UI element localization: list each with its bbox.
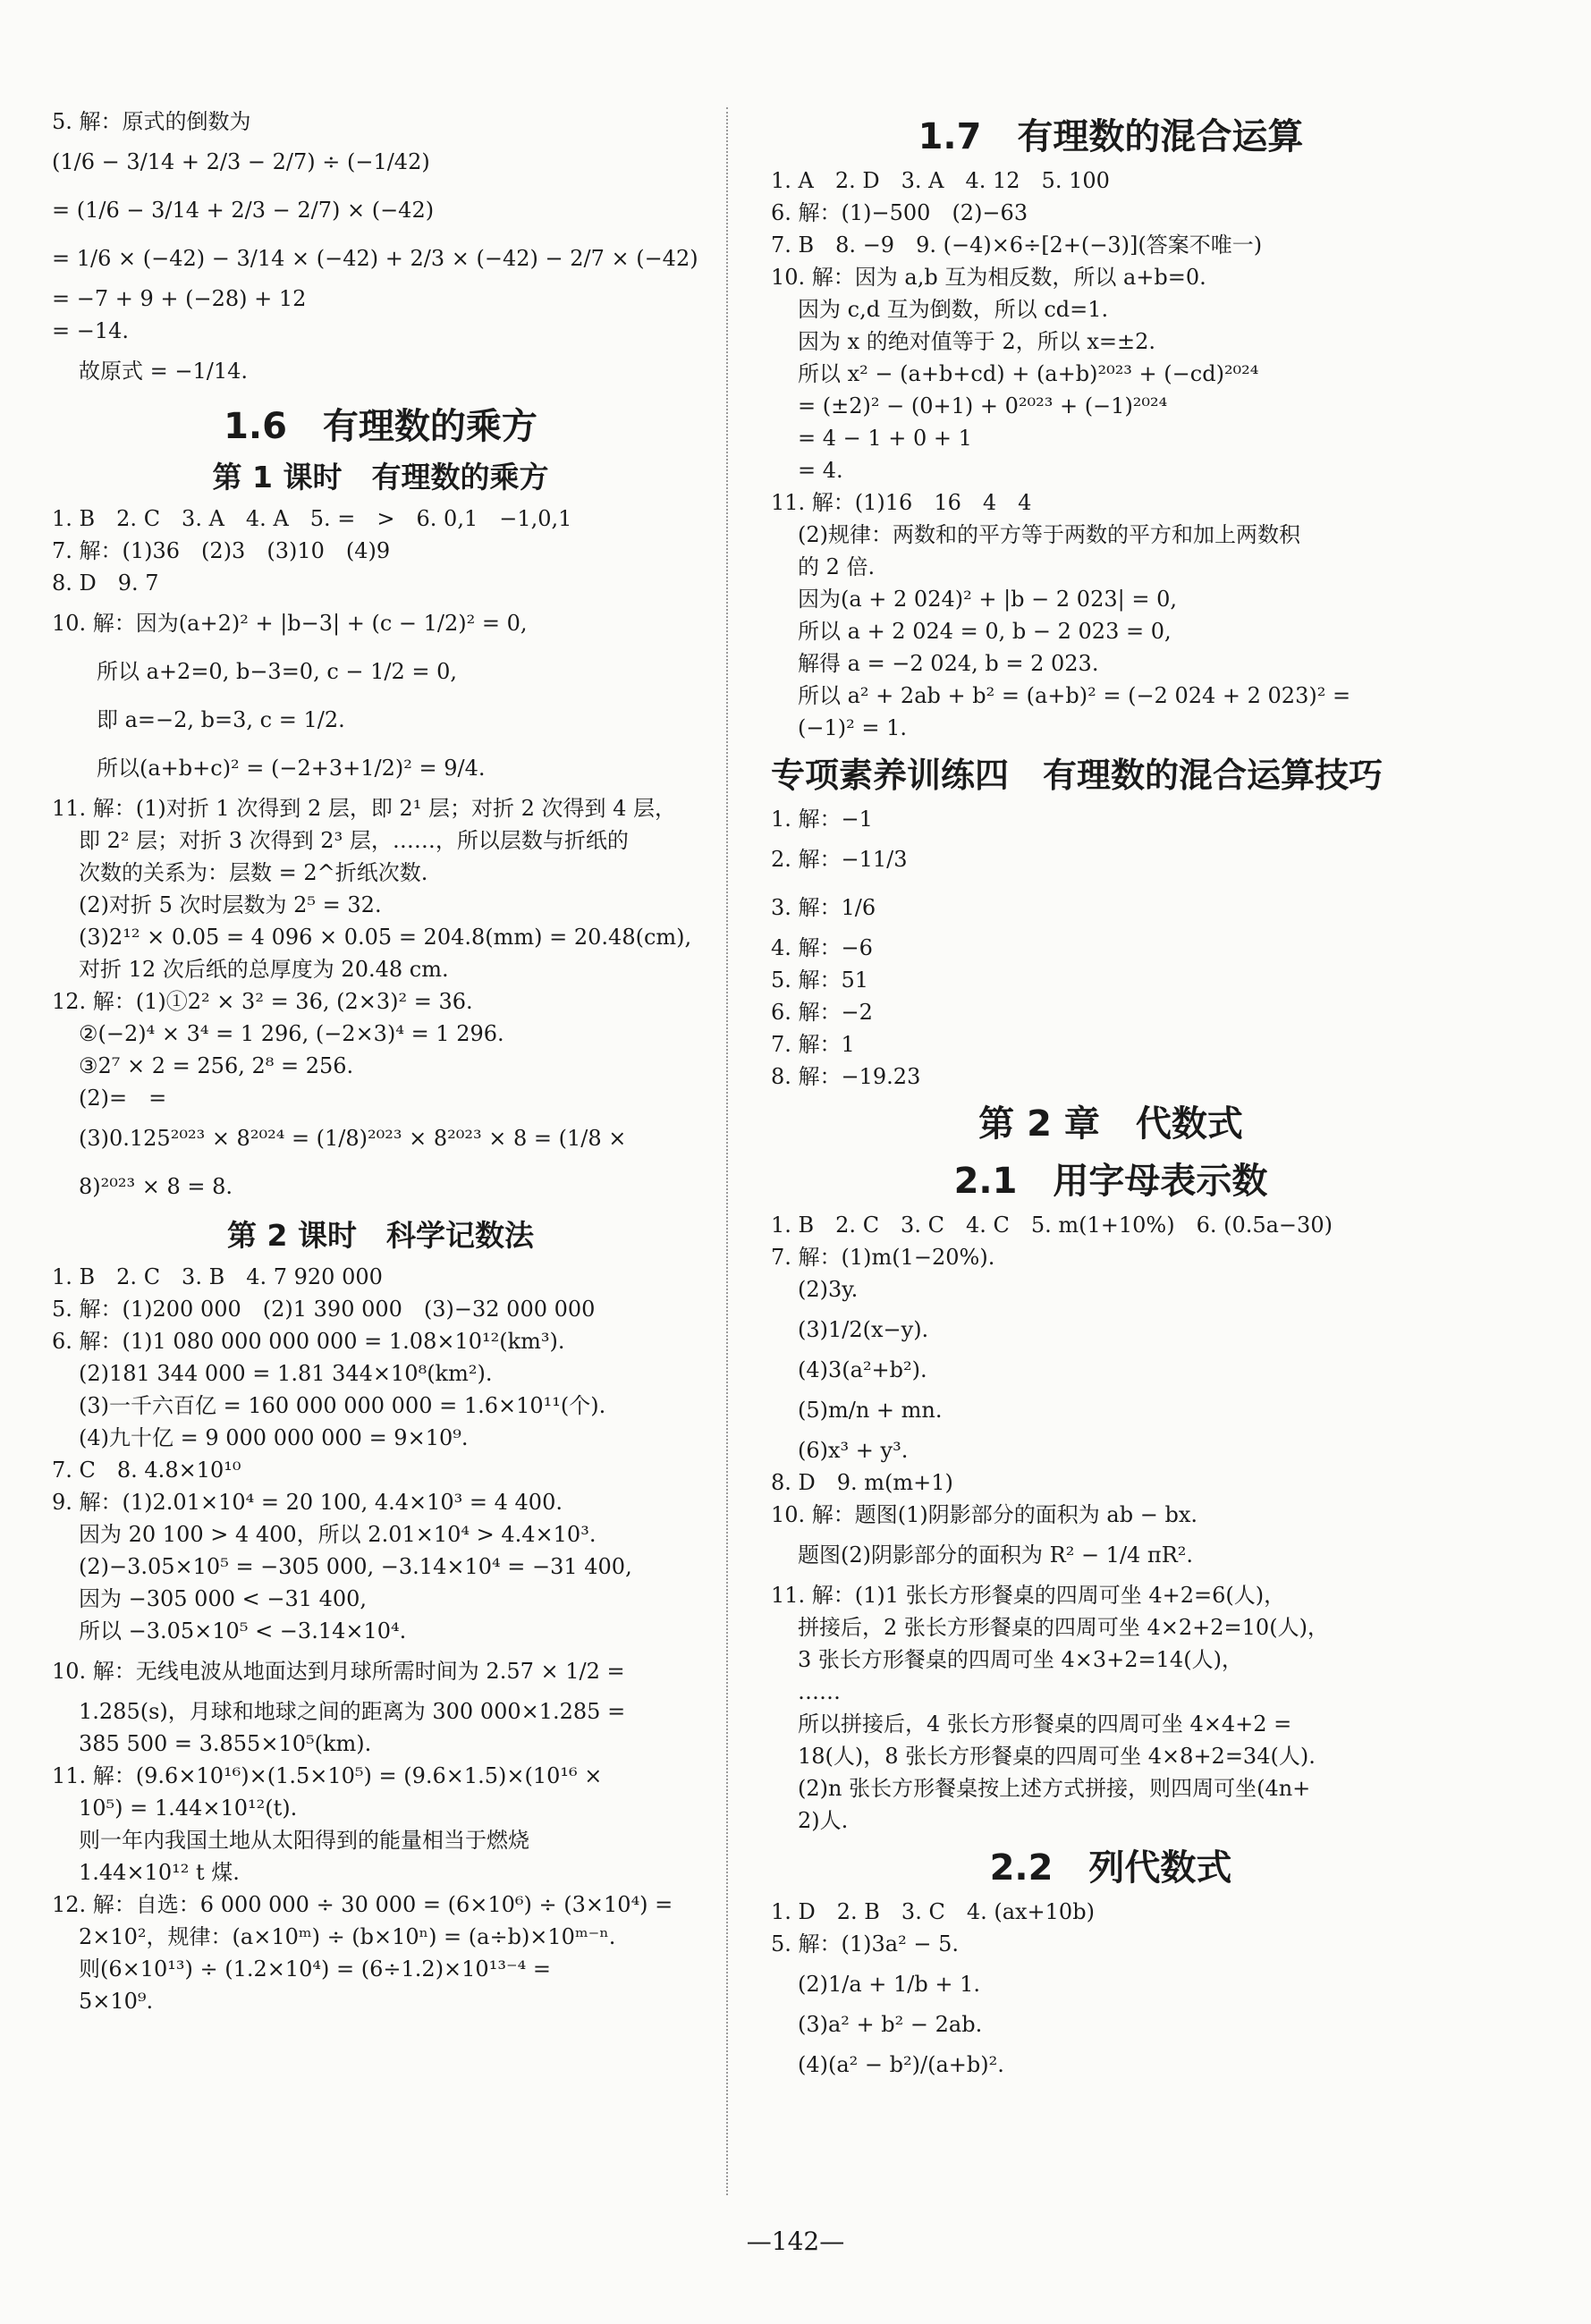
answer-line: 385 500 = 3.855×10⁵(km). [79,1731,372,1756]
special-training-answers [771,803,1451,1093]
answer-line: 1.44×10¹² t 煤. [79,1860,240,1885]
lesson-2-title: 第 2 课时 科学记数法 [227,1218,534,1253]
answer-line: 10. 解：题图(1)阴影部分的面积为 ab − bx. [771,1502,1197,1527]
lesson-2-answers [52,1261,709,2017]
answer-line: 8. 解：−19.23 [771,1064,921,1089]
answer-line: 4. 解：−6 [771,935,873,960]
answer-line: (−1)² = 1. [798,715,907,740]
answer-line: 12. 解：(1)①2² × 3² = 36, (2×3)² = 36. [52,989,473,1014]
answer-line: 则(6×10¹³) ÷ (1.2×10⁴) = (6÷1.2)×10¹³⁻⁴ = [79,1956,551,1982]
column-divider [726,107,728,2195]
answer-line: 即 a=−2, b=3, c = 1/2. [97,707,345,732]
answer-line: 10. 解：无线电波从地面达到月球所需时间为 2.57 × 1/2 = [52,1659,625,1684]
answer-line: 6. 解：(1)−500 (2)−63 [771,200,1028,225]
q5-line: 5. 解：原式的倒数为 [52,109,251,134]
answer-line: 11. 解：(1)对折 1 次得到 2 层，即 2¹ 层；对折 2 次得到 4 层， [52,796,677,821]
answer-line: (2)规律：两数和的平方等于两数的平方和加上两数积 [798,522,1300,547]
answer-line: 因为(a + 2 024)² + |b − 2 023| = 0, [798,587,1177,612]
answer-line: 12. 解：自选：6 000 000 ÷ 30 000 = (6×10⁶) ÷ (3×10⁴) = [52,1892,673,1917]
answer-line: (5)m/n + mn. [798,1398,943,1423]
answer-line: 11. 解：(1)1 张长方形餐桌的四周可坐 4+2=6(人)， [771,1583,1286,1608]
answer-line: (4)九十亿 = 9 000 000 000 = 9×10⁹. [79,1425,469,1450]
answer-line: = 4. [798,458,843,483]
answer-line: 所以 a + 2 024 = 0, b − 2 023 = 0, [798,619,1172,644]
answer-line: 所以 −3.05×10⁵ < −3.14×10⁴. [79,1618,407,1644]
answer-line: 对折 12 次后纸的总厚度为 20.48 cm. [79,957,449,982]
answer-line: 6. 解：−2 [771,1000,873,1025]
q5-line: = (1/6 − 3/14 + 2/3 − 2/7) × (−42) [52,198,435,223]
answer-line: 3 张长方形餐桌的四周可坐 4×3+2=14(人)， [798,1647,1243,1672]
answer-line: = (±2)² − (0+1) + 0²⁰²³ + (−1)²⁰²⁴ [798,393,1168,418]
answer-line: 1. D 2. B 3. C 4. (ax+10b) [771,1899,1095,1924]
chapter-2-title: 第 2 章 代数式 [978,1103,1243,1145]
answer-line: (3)1/2(x−y). [798,1317,929,1342]
answer-line: 2×10²，规律：(a×10ᵐ) ÷ (b×10ⁿ) = (a÷b)×10ᵐ⁻ⁿ. [79,1924,616,1949]
answer-line: (3)a² + b² − 2ab. [798,2012,983,2037]
answer-line: ②(−2)⁴ × 3⁴ = 1 296, (−2×3)⁴ = 1 296. [79,1021,504,1046]
answer-line: 7. B 8. −9 9. (−4)×6÷[2+(−3)](答案不唯一) [771,232,1263,258]
section-2-1-title: 2.1 用字母表示数 [953,1161,1268,1202]
answer-line: 18(人)，8 张长方形餐桌的四周可坐 4×8+2=34(人). [798,1744,1316,1769]
answer-line: 因为 c,d 互为倒数，所以 cd=1. [798,297,1109,322]
answer-line: 5. 解：(1)200 000 (2)1 390 000 (3)−32 000 000 [52,1297,596,1322]
right-column [771,106,1451,2089]
answer-line: (2)3y. [798,1277,859,1302]
answer-line: 2. 解：−11/3 [771,847,908,872]
q5-line: 故原式 = −1/14. [79,359,248,384]
section-1-6-title: 1.6 有理数的乘方 [224,406,537,447]
answer-line: 1. A 2. D 3. A 4. 12 5. 100 [771,168,1110,193]
answer-line: 所以 a+2=0, b−3=0, c − 1/2 = 0, [97,659,458,684]
q5-line: (1/6 − 3/14 + 2/3 − 2/7) ÷ (−1/42) [52,149,430,174]
answer-line: 1. B 2. C 3. B 4. 7 920 000 [52,1264,383,1289]
answer-line: 1.285(s)，月球和地球之间的距离为 300 000×1.285 = [79,1699,626,1724]
answer-line: (3)2¹² × 0.05 = 4 096 × 0.05 = 204.8(mm) = 20.48(cm), [79,925,692,950]
left-column [52,106,709,2017]
answer-line: …… [798,1679,841,1704]
answer-line: (2)1/a + 1/b + 1. [798,1972,981,1997]
answer-line: (3)一千六百亿 = 160 000 000 000 = 1.6×10¹¹(个). [79,1393,606,1418]
answer-line: (2)n 张长方形餐桌按上述方式拼接，则四周可坐(4n+ [798,1776,1311,1801]
answer-line: 8. D 9. m(m+1) [771,1470,953,1495]
answer-line: 7. 解：(1)36 (2)3 (3)10 (4)9 [52,538,391,563]
answer-line: 8. D 9. 7 [52,570,159,596]
answer-line: 7. 解：(1)m(1−20%). [771,1245,995,1270]
answer-line: 10. 解：因为(a+2)² + |b−3| + (c − 1/2)² = 0, [52,611,528,636]
answer-line: 7. C 8. 4.8×10¹⁰ [52,1458,241,1483]
answer-line: 3. 解：1/6 [771,895,876,920]
answer-line: (2)−3.05×10⁵ = −305 000, −3.14×10⁴ = −31 400, [79,1554,632,1579]
answer-line: 10. 解：因为 a,b 互为相反数，所以 a+b=0. [771,265,1206,290]
answer-line: 因为 20 100 > 4 400，所以 2.01×10⁴ > 4.4×10³. [79,1522,597,1547]
answer-line: 因为 x 的绝对值等于 2，所以 x=±2. [798,329,1155,354]
answer-line: 则一年内我国土地从太阳得到的能量相当于燃烧 [79,1828,529,1853]
answer-line: 拼接后，2 张长方形餐桌的四周可坐 4×2+2=10(人)， [798,1615,1329,1640]
answer-line: 8)²⁰²³ × 8 = 8. [79,1174,233,1199]
answer-line: (4)3(a²+b²). [798,1357,927,1382]
answer-line: 5. 解：(1)3a² − 5. [771,1931,959,1956]
answer-line: (4)(a² − b²)/(a+b)². [798,2052,1004,2077]
answer-line: 9. 解：(1)2.01×10⁴ = 20 100, 4.4×10³ = 4 400. [52,1490,563,1515]
answer-line: 所以(a+b+c)² = (−2+3+1/2)² = 9/4. [97,756,486,781]
lesson-1-answers [52,503,709,1211]
section-1-7-answers [771,165,1451,744]
answer-line: (2)= = [79,1086,167,1111]
answer-line: 1. B 2. C 3. C 4. C 5. m(1+10%) 6. (0.5a−30) [771,1213,1333,1238]
answer-line: 所以 x² − (a+b+cd) + (a+b)²⁰²³ + (−cd)²⁰²⁴ [798,361,1259,386]
answer-line: 1. 解：−1 [771,807,873,832]
answer-line: 题图(2)阴影部分的面积为 R² − 1/4 πR². [798,1542,1194,1568]
lesson-1-title: 第 1 课时 有理数的乘方 [212,460,549,494]
answer-line: 10⁵) = 1.44×10¹²(t). [79,1796,298,1821]
answer-line: 11. 解：(9.6×10¹⁶)×(1.5×10⁵) = (9.6×1.5)×(10¹⁶ × [52,1763,603,1788]
answer-line: 次数的关系为：层数 = 2^折纸次数. [79,860,428,885]
answer-line: (6)x³ + y³. [798,1438,909,1463]
section-1-7-title: 1.7 有理数的混合运算 [918,116,1304,157]
answer-line: 因为 −305 000 < −31 400, [79,1586,368,1611]
answer-line: (2)对折 5 次时层数为 2⁵ = 32. [79,892,382,917]
special-training-title: 专项素养训练四 有理数的混合运算技巧 [771,756,1384,795]
section-2-2-answers [771,1896,1451,2089]
answer-line: 的 2 倍. [798,554,876,579]
answer-line: ③2⁷ × 2 = 256, 2⁸ = 256. [79,1053,354,1078]
answer-line: 所以拼接后，4 张长方形餐桌的四周可坐 4×4+2 = [798,1711,1292,1737]
q5-line: = −14. [52,318,130,343]
answer-line: 5×10⁹. [79,1989,154,2014]
q5-solution [52,106,709,395]
answer-line: 2)人. [798,1808,849,1833]
section-2-1-answers [771,1209,1451,1837]
answer-line: 5. 解：51 [771,968,869,993]
answer-line: (3)0.125²⁰²³ × 8²⁰²⁴ = (1/8)²⁰²³ × 8²⁰²³ × 8 = (1/8 × [79,1126,627,1151]
section-2-2-title: 2.2 列代数式 [989,1847,1232,1889]
answer-line: 即 2² 层；对折 3 次得到 2³ 层，……，所以层数与折纸的 [79,828,629,853]
answer-line: (2)181 344 000 = 1.81 344×10⁸(km²). [79,1361,493,1386]
answer-line: 6. 解：(1)1 080 000 000 000 = 1.08×10¹²(km³). [52,1329,565,1354]
page-number: —142— [746,2227,845,2256]
answer-line: 11. 解：(1)16 16 4 4 [771,490,1032,515]
q5-line: = 1/6 × (−42) − 3/14 × (−42) + 2/3 × (−42) − 2/7 × (−42) [52,246,698,271]
answer-line: 7. 解：1 [771,1032,855,1057]
answer-line: 所以 a² + 2ab + b² = (a+b)² = (−2 024 + 2 023)² = [798,683,1351,708]
answer-line: = 4 − 1 + 0 + 1 [798,426,972,451]
q5-line: = −7 + 9 + (−28) + 12 [52,286,307,311]
answer-line: 解得 a = −2 024, b = 2 023. [798,651,1099,676]
answer-line: 1. B 2. C 3. A 4. A 5. = > 6. 0,1 −1,0,1 [52,506,572,531]
